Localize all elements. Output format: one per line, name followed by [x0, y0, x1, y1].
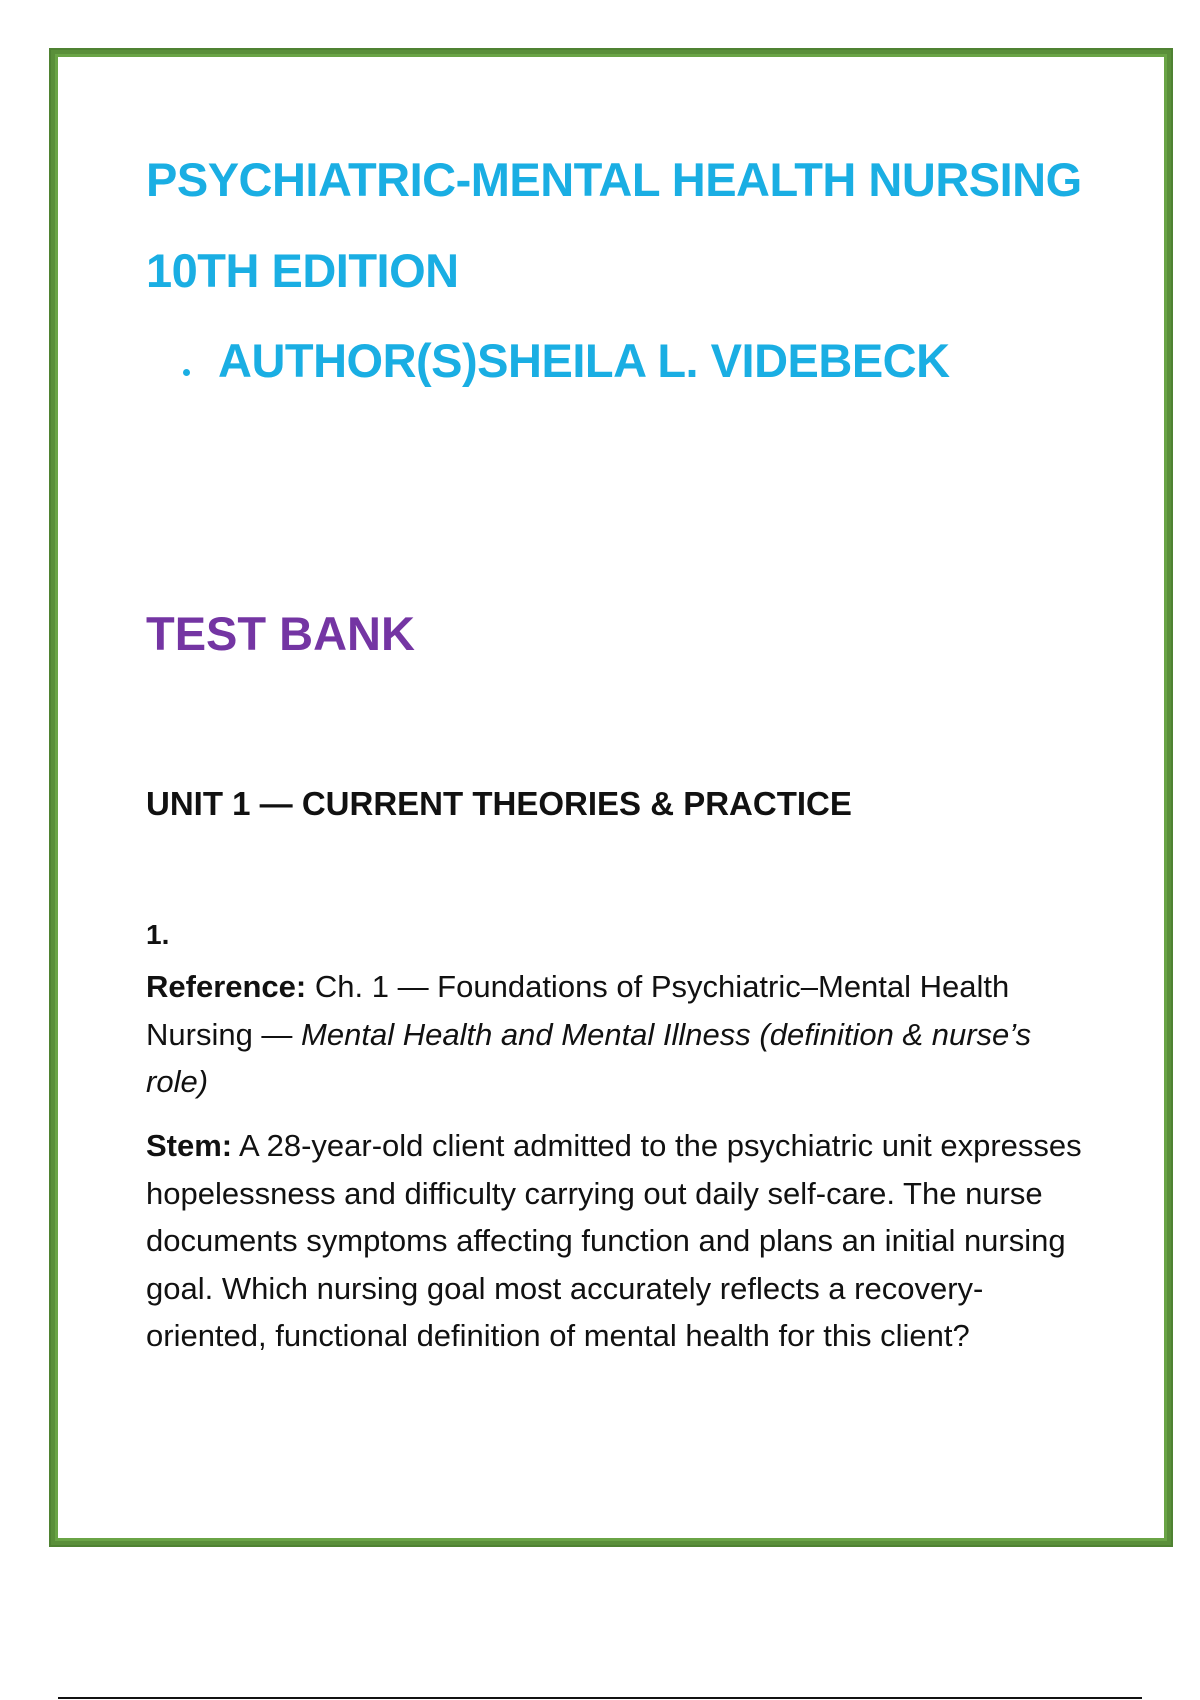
stem-text: A 28-year-old client admitted to the psychiatric unit expresses hopelessness and difficulty carrying out daily self-care. The nurse documents symptoms affecting function and plans an initial nursing goal. Which nursing goal most accurately reflects a recovery-oriented, functional definition of mental health for this client? [146, 1128, 1082, 1353]
stem-label: Stem: [146, 1128, 233, 1163]
book-edition: 10TH EDITION [146, 244, 459, 297]
reference-label: Reference: [146, 969, 307, 1004]
test-bank-heading: TEST BANK [146, 607, 415, 660]
question-number: 1. [146, 919, 170, 950]
book-author: AUTHOR(S)SHEILA L. VIDEBECK [218, 334, 950, 387]
reference-topic: Mental Health and Mental Illness (definition & nurse’s role) [146, 1016, 1032, 1099]
reference-text: Ch. 1 — Foundations of Psychiatric–Mental Health Nursing — [146, 969, 1010, 1052]
unit-heading: UNIT 1 — CURRENT THEORIES & PRACTICE [146, 785, 852, 822]
bullet-icon [183, 369, 190, 376]
page-divider [58, 1697, 1142, 1699]
question-reference [146, 963, 1091, 1106]
book-title-line-1: PSYCHIATRIC-MENTAL HEALTH NURSING [146, 153, 1082, 206]
question-stem [146, 1122, 1091, 1360]
